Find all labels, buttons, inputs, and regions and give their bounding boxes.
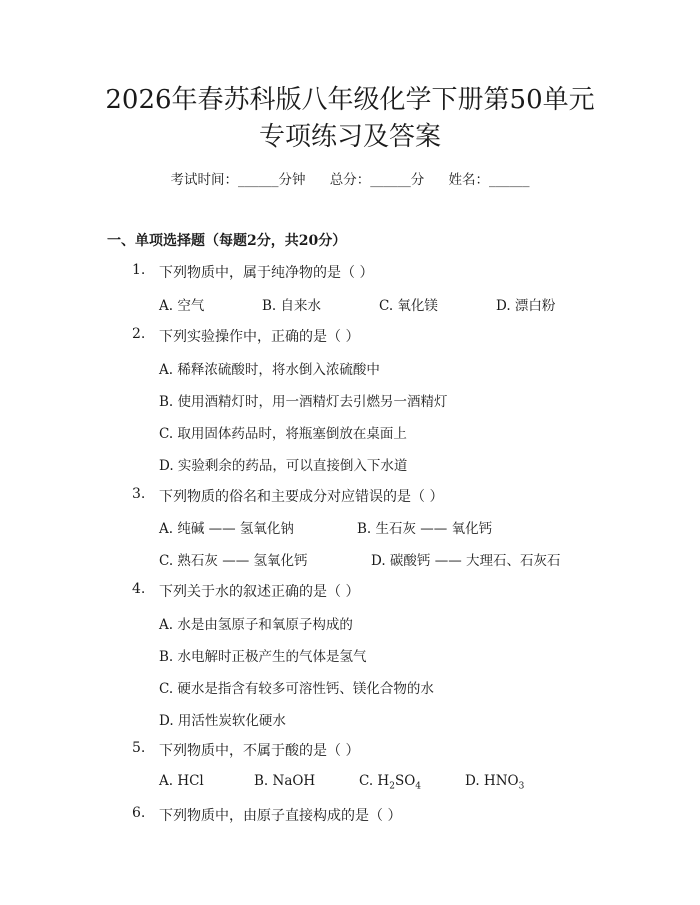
- subscript: 4: [415, 781, 422, 792]
- option-d: D. 实验剩余的药品，可以直接倒入下水道: [159, 458, 408, 474]
- option-b: B. 水电解时正极产生的气体是氢气: [159, 649, 367, 665]
- option-d: D. 碳酸钙 —— 大理石、石灰石: [371, 553, 561, 569]
- question-number: 5.: [132, 740, 146, 756]
- option-b: B. NaOH: [254, 773, 316, 789]
- question-text: 下列物质中，由原子直接构成的是（ ）: [159, 808, 402, 824]
- exam-info: [0, 168, 700, 188]
- formula-part: D. HNO: [465, 773, 519, 789]
- subscript: 2: [389, 781, 395, 792]
- subscript: 3: [518, 781, 525, 792]
- question-number: 3.: [132, 486, 146, 502]
- formula-part: C. H: [359, 773, 390, 789]
- question-number: 4.: [132, 581, 146, 597]
- option-d: [465, 773, 524, 792]
- option-c: C. 取用固体药品时，将瓶塞倒放在桌面上: [159, 426, 407, 442]
- question-text: 下列物质中，属于纯净物的是（ ）: [159, 265, 374, 281]
- option-b: B. 生石灰 —— 氧化钙: [357, 521, 493, 537]
- formula-part: SO: [394, 773, 416, 789]
- question-number: 6.: [132, 805, 146, 821]
- question-text: 下列关于水的叙述正确的是（ ）: [159, 584, 360, 600]
- question-text: 下列物质中，不属于酸的是（ ）: [159, 743, 360, 759]
- option-c: [359, 773, 421, 792]
- option-a: A. 水是由氢原子和氧原子构成的: [159, 617, 353, 633]
- option-a: A. 稀释浓硫酸时，将水倒入浓硫酸中: [159, 362, 380, 378]
- exam-time: 考试时间：______分钟: [170, 172, 306, 188]
- option-b: B. 使用酒精灯时，用一酒精灯去引燃另一酒精灯: [159, 394, 448, 410]
- section-heading: 一、单项选择题（每题2分，共20分）: [107, 233, 347, 249]
- question-number: 2.: [132, 326, 146, 342]
- option-d: D. 用活性炭软化硬水: [159, 713, 286, 729]
- question-text: 下列物质的俗名和主要成分对应错误的是（ ）: [159, 489, 444, 505]
- option-a: A. HCl: [159, 773, 204, 789]
- option-d: D. 漂白粉: [496, 298, 556, 314]
- student-name: 姓名：______: [448, 172, 530, 188]
- title-line-1: 2026年春苏科版八年级化学下册第50单元: [105, 85, 595, 115]
- option-a: A. 纯碱 —— 氢氧化钠: [159, 521, 294, 537]
- total-score: 总分：______分: [329, 172, 425, 188]
- option-b: B. 自来水: [262, 298, 322, 314]
- option-c: C. 氧化镁: [379, 298, 438, 314]
- title-line-2: 专项练习及答案: [258, 122, 441, 152]
- option-c: C. 熟石灰 —— 氢氧化钙: [159, 553, 308, 569]
- option-a: A. 空气: [159, 298, 205, 314]
- question-number: 1.: [132, 262, 146, 278]
- option-c: C. 硬水是指含有较多可溶性钙、镁化合物的水: [159, 681, 434, 697]
- question-text: 下列实验操作中，正确的是（ ）: [159, 329, 360, 345]
